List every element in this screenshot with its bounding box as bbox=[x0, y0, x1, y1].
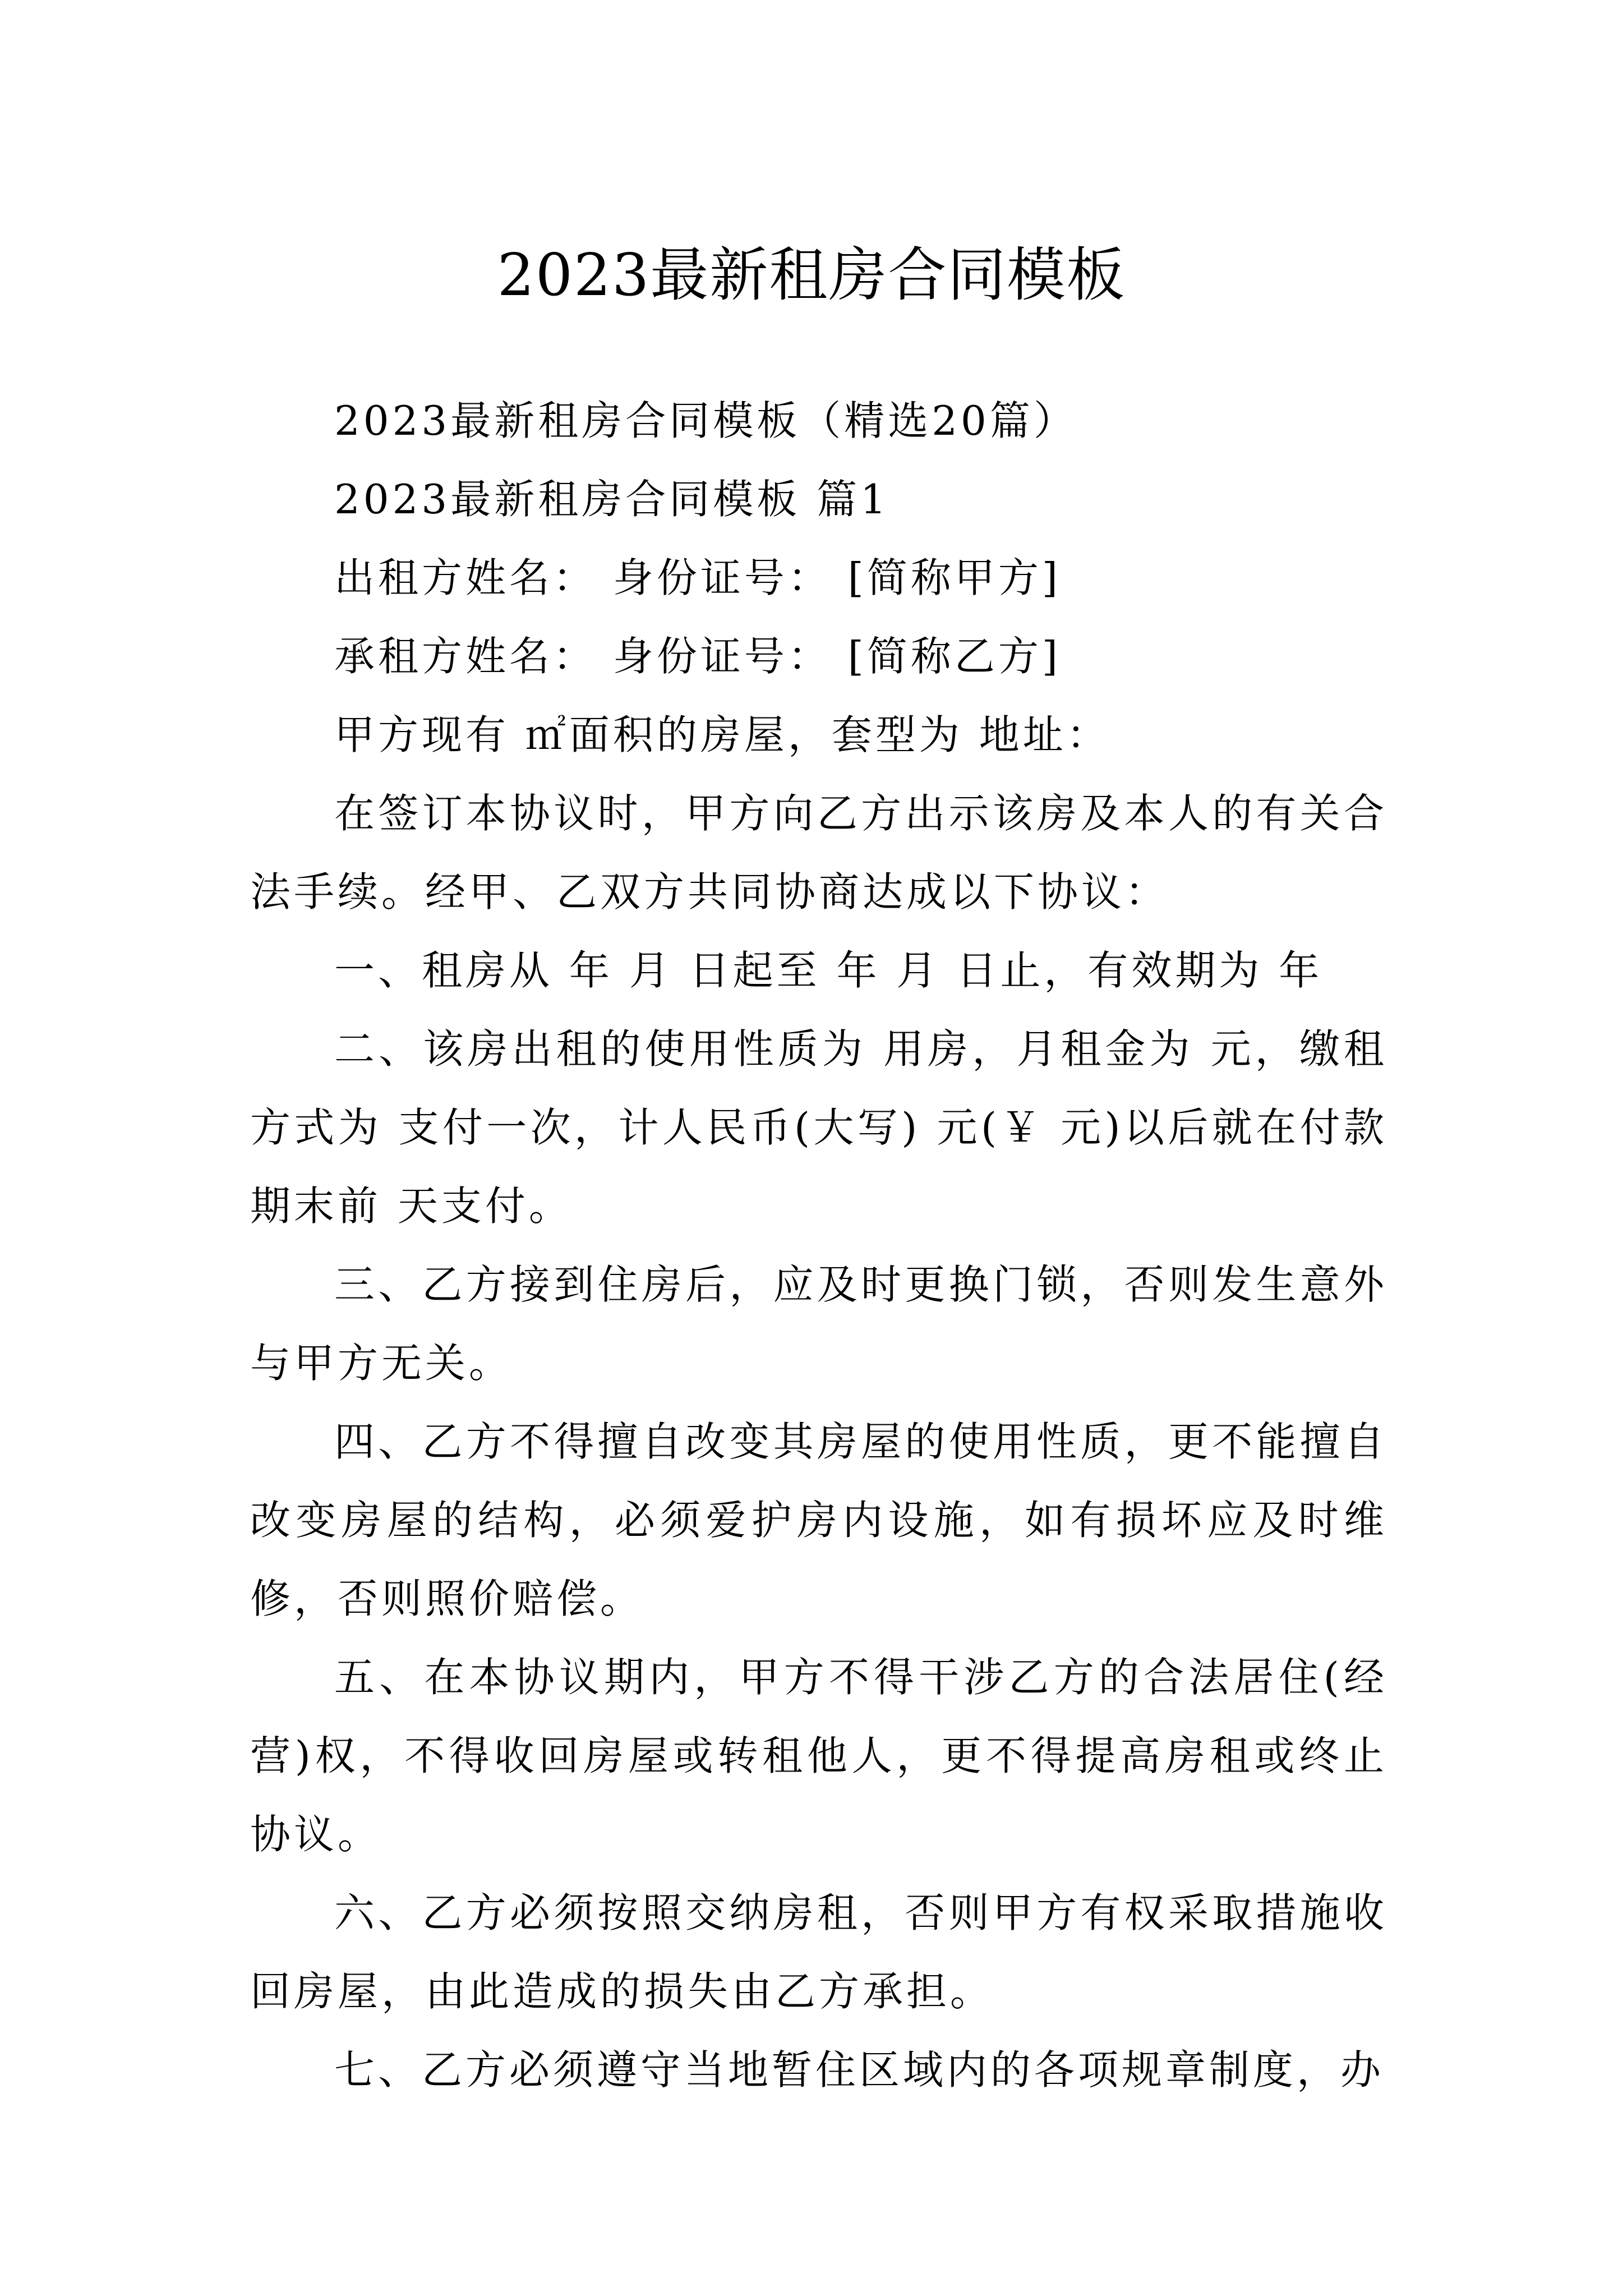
paragraph-clause-6: 六、乙方必须按照交纳房租，否则甲方有权采取措施收回房屋，由此造成的损失由乙方承担。 bbox=[250, 1889, 1387, 2015]
document-body bbox=[250, 381, 1387, 2109]
paragraph-clause-2: 二、该房出租的使用性质为 用房，月租金为 元，缴租方式为 支付一次，计人民币(大写) 元(￥ 元)以后就在付款期末前 天支付。 bbox=[250, 1025, 1387, 1230]
paragraph-clause-7: 七、乙方必须遵守当地暂住区域内的各项规章制度，办 bbox=[334, 2046, 1385, 2093]
paragraph-subtitle: 2023最新租房合同模板（精选20篇） bbox=[334, 397, 1077, 444]
document-title: 2023最新租房合同模板 bbox=[497, 240, 1126, 309]
paragraph-clause-4: 四、乙方不得擅自改变其房屋的使用性质，更不能擅自改变房屋的结构，必须爱护房内设施，如有损坏应及时维修，否则照价赔偿。 bbox=[250, 1418, 1387, 1622]
paragraph-preamble: 在签订本协议时，甲方向乙方出示该房及本人的有关合法手续。经甲、乙双方共同协商达成以下协议： bbox=[250, 790, 1387, 915]
paragraph-lessee-info: 承租方姓名： 身份证号： [简称乙方] bbox=[334, 633, 1061, 680]
paragraph-clause-5: 五、在本协议期内，甲方不得干涉乙方的合法居住(经营)权，不得收回房屋或转租他人，更不得提高房租或终止协议。 bbox=[250, 1654, 1387, 1858]
paragraph-lessor-info: 出租方姓名： 身份证号： [简称甲方] bbox=[334, 554, 1061, 601]
paragraph-property-info: 甲方现有 ㎡面积的房屋，套型为 地址： bbox=[334, 711, 1110, 758]
paragraph-clause-1: 一、租房从 年 月 日起至 年 月 日止，有效期为 年 bbox=[334, 947, 1323, 994]
paragraph-clause-3: 三、乙方接到住房后，应及时更换门锁，否则发生意外与甲方无关。 bbox=[250, 1261, 1387, 1387]
paragraph-section-heading: 2023最新租房合同模板 篇1 bbox=[334, 476, 889, 523]
